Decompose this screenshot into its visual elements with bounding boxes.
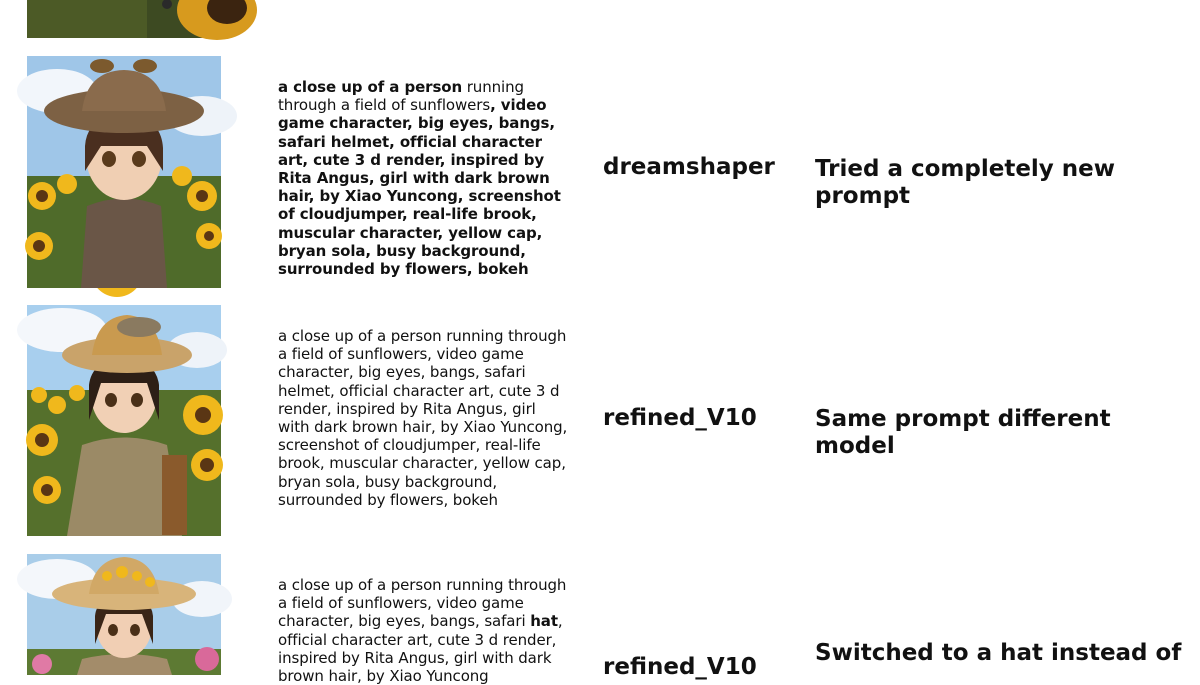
- row-2-image: [27, 305, 221, 536]
- row-2-prompt: a close up of a person running through a field of sunflowers, video game character, big eyes, bangs, safari helmet, official character art, cute 3 d render, inspired by Rita Angus, girl with dark brown hair, by Xiao Yuncong, screenshot of cloudjumper, real-life brook, muscular character, yellow cap, bryan sola, busy background, surrounded by flowers, bokeh: [278, 327, 568, 509]
- row-3-prompt: a close up of a person running through a field of sunflowers, video game character, big eyes, bangs, safari hat, official character art, cute 3 d render, inspired by Rita Angus, girl with dark brown hair, by Xiao Yuncong: [278, 576, 567, 685]
- row-2-model: refined_V10: [603, 405, 757, 431]
- row-3-image: [27, 554, 221, 675]
- row-0-image: [27, 0, 221, 38]
- row-2-note: Same prompt different model: [815, 406, 1111, 459]
- row-3-model: refined_V10: [603, 654, 757, 680]
- row-3-note: Switched to a hat instead of: [815, 640, 1182, 666]
- row-1-prompt: a close up of a person running through a field of sunflowers, video game character, big eyes, bangs, safari helmet, official character art, cute 3 d render, inspired by Rita Angus, girl with dark brown hair, by Xiao Yuncong, screenshot of cloudjumper, real-life brook, muscular character, yellow cap, bryan sola, busy background, surrounded by flowers, bokeh: [278, 78, 561, 279]
- row-1-model: dreamshaper: [603, 154, 775, 180]
- row-1-note: Tried a completely new prompt: [815, 156, 1116, 209]
- row-1-image: [27, 56, 221, 288]
